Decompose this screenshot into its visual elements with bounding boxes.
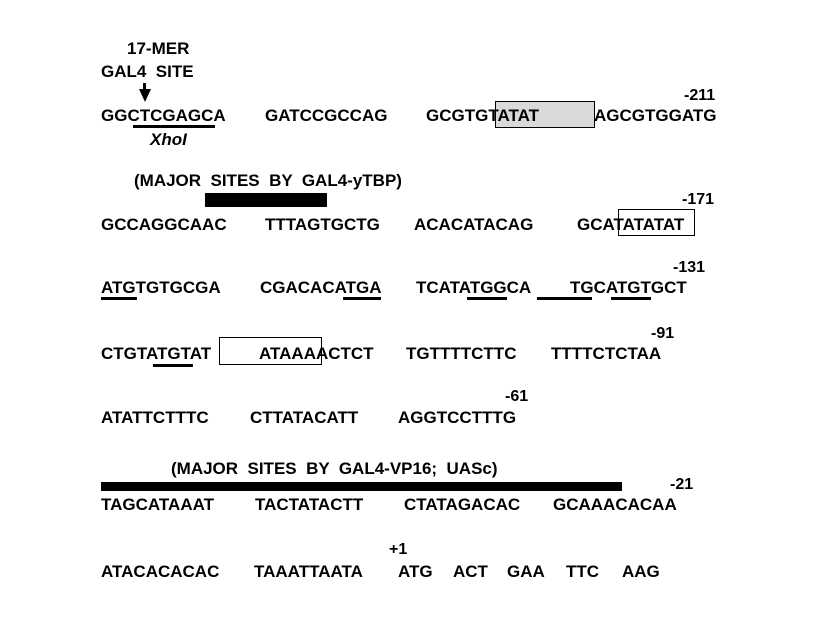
seq-line4-block2: ATAAAACTCT [259, 344, 374, 363]
seq-line1-block1: GGCTCGAGCA [101, 106, 226, 125]
label-xhoi: XhoI [150, 130, 187, 149]
atg-underline-4 [537, 297, 592, 300]
seq-line1-block4: AGCGTGGATG [594, 106, 717, 125]
seq-line6-block4: GCAAACACAA [553, 495, 677, 514]
seq-line4-block3: TGTTTTCTTC [406, 344, 517, 363]
codon-ttc: TTC [566, 562, 600, 581]
position-label-plus1: +1 [389, 541, 408, 558]
seq-line6-block1: TAGCATAAAT [101, 495, 214, 514]
seq-line2-block3: ACACATACAG [414, 215, 534, 234]
codon-atg: ATG [398, 562, 433, 581]
seq-line7-block2: TAAATTAATA [254, 562, 363, 581]
seq-line4-block1: CTGTATGTAT [101, 344, 212, 363]
atg-underline-3 [467, 297, 507, 300]
position-label-21: -21 [670, 476, 694, 493]
seq-line4-block4: TTTTCTCTAA [551, 344, 662, 363]
seq-line3-block1: ATGTGTGCGA [101, 278, 221, 297]
atg-underline-1 [101, 297, 137, 300]
label-17mer: 17-MER [127, 39, 190, 58]
xhoi-site-underline [133, 125, 215, 128]
seq-line7-block1: ATACACACAC [101, 562, 220, 581]
position-label-171: -171 [682, 191, 715, 208]
seq-line5-block2: CTTATACATT [250, 408, 359, 427]
seq-line2-block2: TTTAGTGCTG [265, 215, 380, 234]
gal4-ytbp-binding-bar [205, 193, 327, 207]
seq-line1-block2: GATCCGCCAG [265, 106, 388, 125]
atg-underline-2 [343, 297, 381, 300]
codon-aag: AAG [622, 562, 660, 581]
atg-underline-6 [153, 364, 193, 367]
gal4-vp16-binding-bar [101, 482, 622, 491]
seq-line5-block1: ATATTCTTTC [101, 408, 209, 427]
label-major-sites-gal4-ytbp: (MAJOR SITES BY GAL4-yTBP) [134, 171, 402, 190]
seq-line1-block3: GCGTGTATAT [426, 106, 539, 125]
label-major-sites-gal4-vp16: (MAJOR SITES BY GAL4-VP16; UASc) [171, 459, 498, 478]
seq-line2-block4: GCATATATAT [577, 215, 685, 234]
position-label-91: -91 [651, 325, 675, 342]
seq-line6-block3: CTATAGACAC [404, 495, 521, 514]
seq-line3-block3: TCATATGGCA [416, 278, 532, 297]
seq-line3-block4: TGCATGTGCT [570, 278, 687, 297]
codon-gaa: GAA [507, 562, 545, 581]
position-label-61: -61 [505, 388, 529, 405]
position-label-131: -131 [673, 259, 706, 276]
seq-line5-block3: AGGTCCTTTG [398, 408, 517, 427]
seq-line6-block2: TACTATACTT [255, 495, 364, 514]
seq-line2-block1: GCCAGGCAAC [101, 215, 227, 234]
gal4-site-arrow-icon [139, 89, 151, 102]
position-label-211: -211 [684, 87, 716, 104]
label-gal4-site: GAL4 SITE [101, 62, 194, 81]
atg-underline-5 [611, 297, 651, 300]
codon-act: ACT [453, 562, 488, 581]
seq-line3-block2: CGACACATGA [260, 278, 382, 297]
